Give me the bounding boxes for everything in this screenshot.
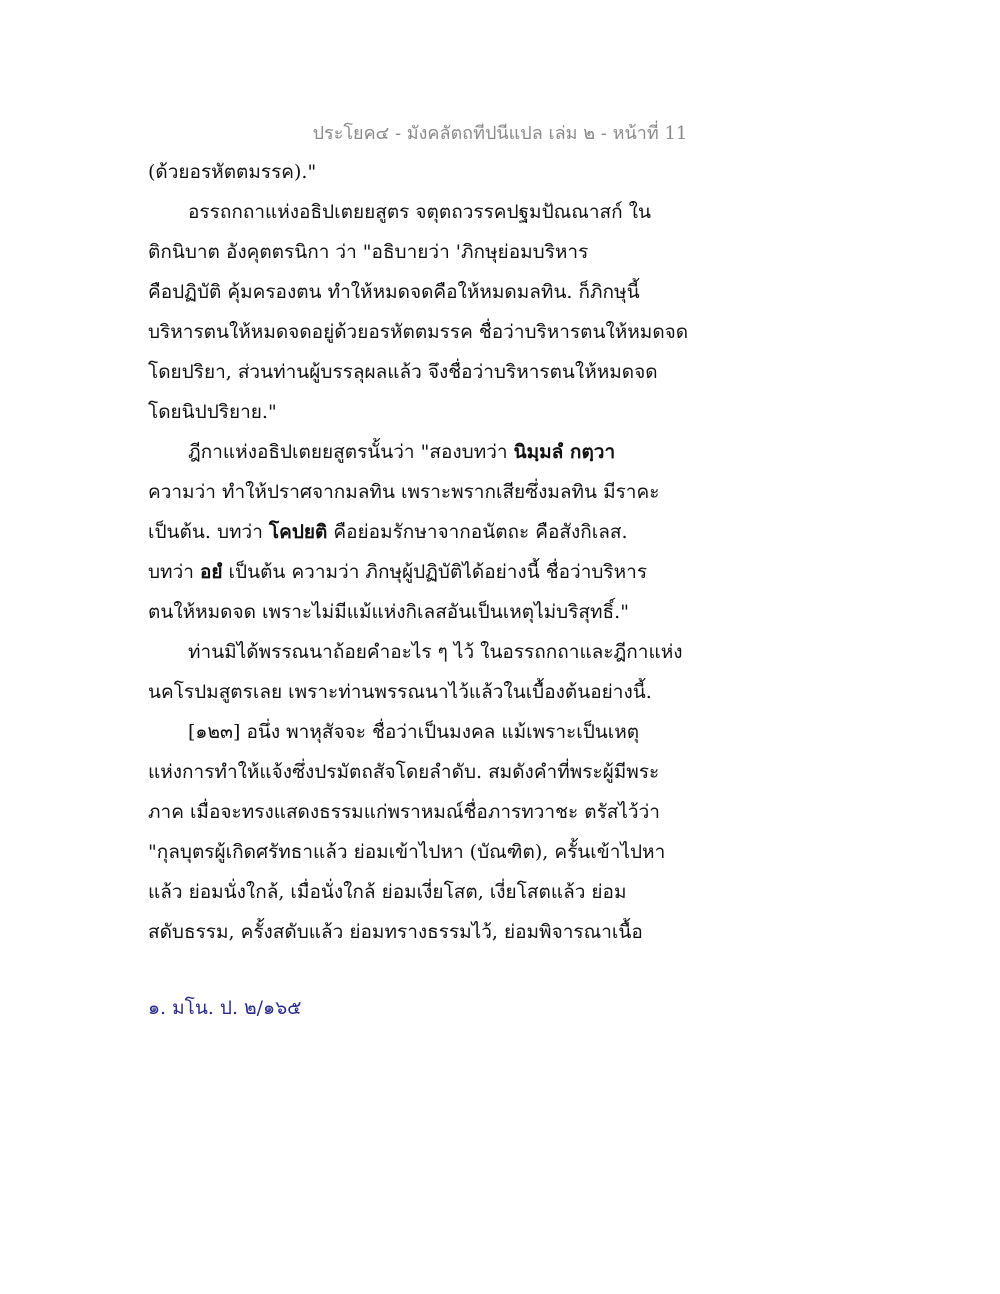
text-line: ภาค เมื่อจะทรงแสดงธรรมแก่พราหมณ์ชื่อภารทวาชะ ตรัสไว้ว่า (148, 801, 660, 823)
text-line: ท่านมิได้พรรณนาถ้อยคำอะไร ๆ ไว้ ในอรรถกถาและฎีกาแห่ง (188, 641, 683, 663)
pali-term: อยํ (199, 561, 223, 583)
page-header-text: ประโยค๔ - มังคลัตถทีปนีแปล เล่ม ๒ - หน้าที่ 11 (312, 123, 688, 144)
footnote (148, 993, 302, 1023)
text-line: แล้ว ย่อมนั่งใกล้, เมื่อนั่งใกล้ ย่อมเงี่ยโสต, เงี่ยโสตแล้ว ย่อม (148, 881, 627, 903)
text-segment: ฎีกาแห่งอธิปเตยยสูตรนั้นว่า "สองบทว่า (188, 441, 514, 463)
text-line (148, 432, 688, 472)
text-segment: คือย่อมรักษาจากอนัตถะ คือสังกิเลส. (327, 521, 628, 543)
text-line: แห่งการทำให้แจ้งซึ่งปรมัตถสัจโดยลำดับ. สมดังคำที่พระผู้มีพระ (148, 761, 660, 783)
document-body (148, 152, 688, 952)
text-line: ตนให้หมดจด เพราะไม่มีแม้แห่งกิเลสอันเป็นเหตุไม่บริสุทธิ์." (148, 601, 629, 623)
text-line (148, 512, 688, 552)
text-line: ติกนิบาต อังคุตตรนิกา ว่า "อธิบายว่า 'ภิกษุย่อมบริหาร (148, 241, 589, 263)
footnote-text: ๑. มโน. ป. ๒/๑๖๕ (148, 997, 302, 1019)
text-line: "กุลบุตรผู้เกิดศรัทธาแล้ว ย่อมเข้าไปหา (บัณฑิต), ครั้นเข้าไปหา (148, 841, 666, 863)
text-segment: บทว่า (148, 561, 200, 583)
text-line: คือปฏิบัติ คุ้มครองตน ทำให้หมดจดคือให้หมดมลทิน. ก็ภิกษุนี้ (148, 281, 640, 303)
text-line: โดยปริยา, ส่วนท่านผู้บรรลุผลแล้ว จึงชื่อว่าบริหารตนให้หมดจด (148, 361, 658, 383)
text-line: สดับธรรม, ครั้งสดับแล้ว ย่อมทรางธรรมไว้, ย่อมพิจารณาเนื้อ (148, 921, 643, 943)
pali-term: นิมฺมลํ กตฺวา (513, 441, 616, 463)
text-line: บริหารตนให้หมดจดอยู่ด้วยอรหัตตมรรค ชื่อว่าบริหารตนให้หมดจด (148, 321, 689, 343)
text-segment: เป็นต้น ความว่า ภิกษุผู้ปฏิบัติได้อย่างนี้ ชื่อว่าบริหาร (222, 561, 648, 583)
text-line: นคโรปมสูตรเลย เพราะท่านพรรณนาไว้แล้วในเบื้องต้นอย่างนี้. (148, 681, 652, 703)
text-line: (ด้วยอรหัตตมรรค)." (148, 161, 317, 183)
pali-term: โคปยติ (268, 521, 328, 543)
text-line: ความว่า ทำให้ปราศจากมลทิน เพราะพรากเสียซึ่งมลทิน มีราคะ (148, 481, 660, 503)
text-segment: เป็นต้น. บทว่า (148, 521, 269, 543)
text-line (148, 552, 688, 592)
page-header (0, 118, 1000, 147)
text-line: โดยนิปปริยาย." (148, 401, 277, 423)
text-line: อรรถกถาแห่งอธิปเตยยสูตร จตุตถวรรคปฐมปัณณาสก์ ใน (188, 201, 651, 223)
text-line: [๑๒๓] อนึ่ง พาหุสัจจะ ชื่อว่าเป็นมงคล แม้เพราะเป็นเหตุ (188, 721, 640, 743)
